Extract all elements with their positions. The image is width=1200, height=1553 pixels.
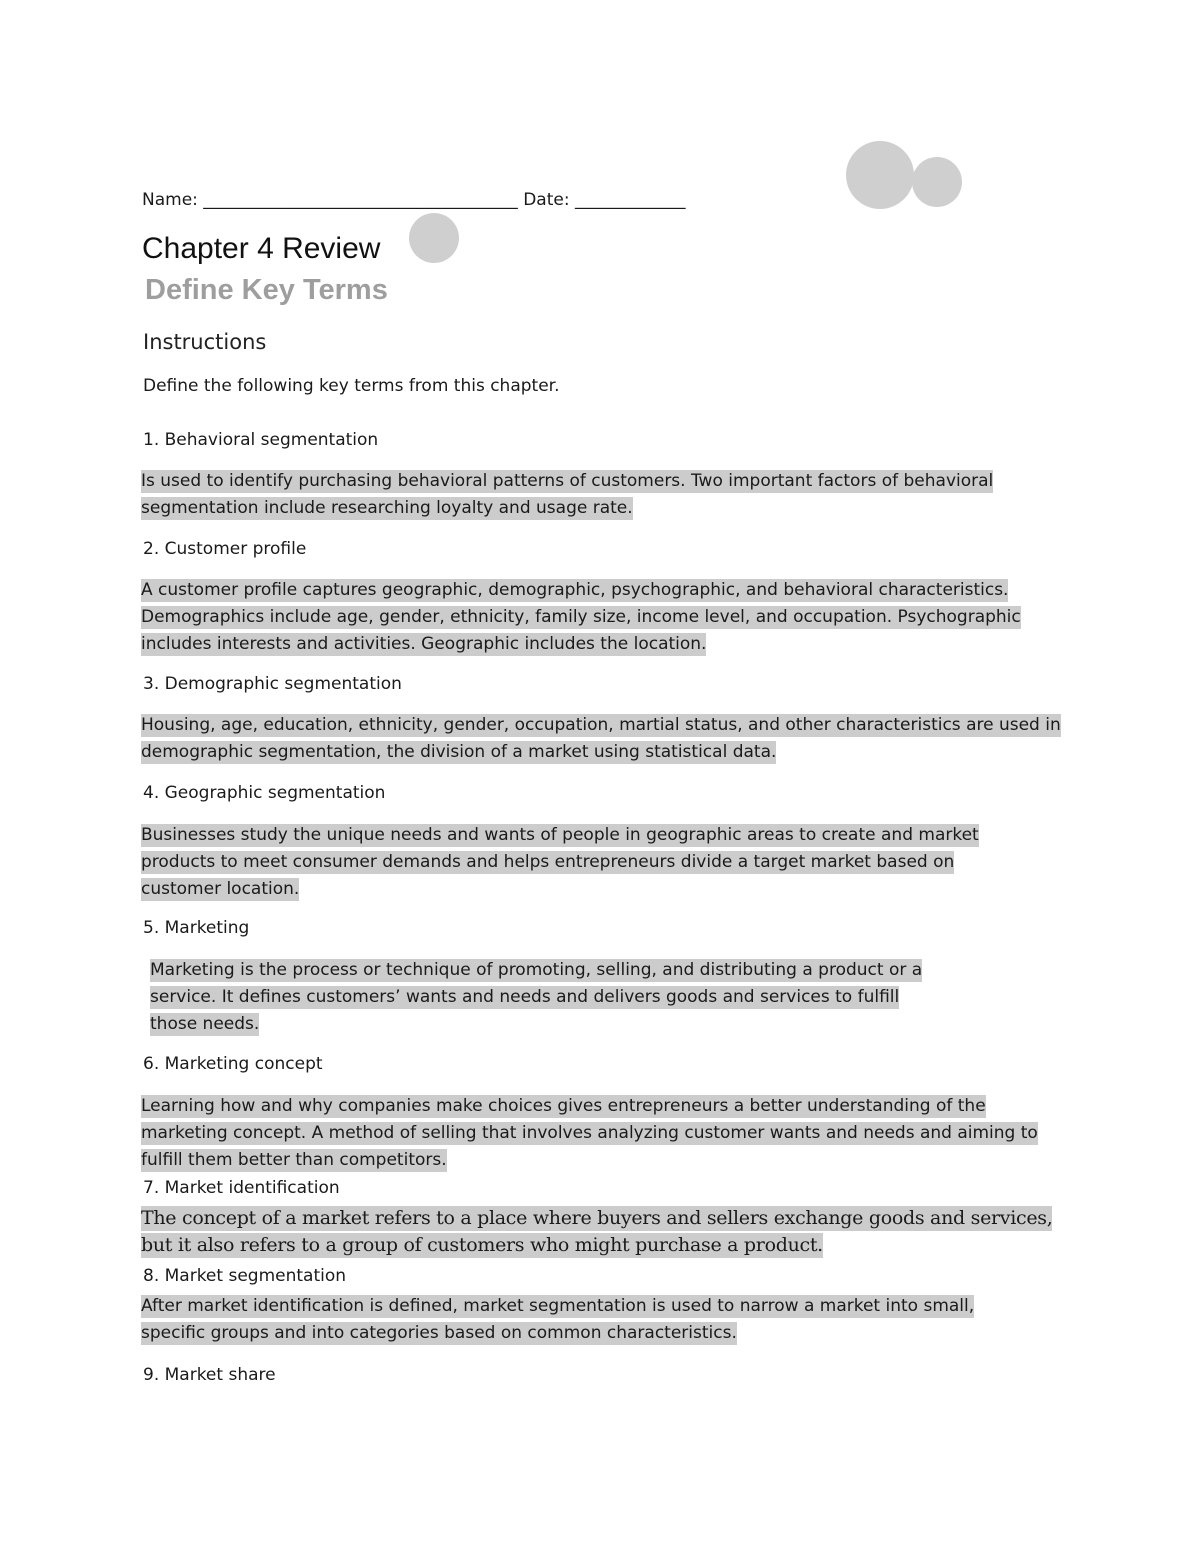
term-label-market-segmentation: 8. Market segmentation: [143, 1266, 347, 1286]
term-label-behavioral-segmentation: 1. Behavioral segmentation: [143, 430, 379, 450]
term-label-market-share: 9. Market share: [143, 1365, 276, 1385]
name-field[interactable]: Name: _____________________________________: [142, 190, 518, 210]
term-label-demographic-segmentation: 3. Demographic segmentation: [143, 674, 402, 694]
term-label-market-identification: 7. Market identification: [143, 1178, 340, 1198]
definition-text: Is used to identify purchasing behavioral patterns of customers. Two important factors of behavioral segmentation include researching loyalty and usage rate.: [141, 471, 994, 518]
decorative-circle-small: [912, 157, 962, 207]
definition-customer-profile: [141, 577, 1046, 658]
definition-marketing-concept: [141, 1093, 1061, 1174]
term-label-customer-profile: 2. Customer profile: [143, 539, 307, 559]
date-field[interactable]: Date: _____________: [523, 190, 686, 210]
definition-text: Businesses study the unique needs and wants of people in geographic areas to create and market products to meet consumer demands and helps entrepreneurs divide a target market based on customer location.: [141, 825, 979, 899]
definition-text: The concept of a market refers to a place where buyers and sellers exchange goods and services, but it also refers to a group of customers who might purchase a product.: [141, 1207, 1053, 1256]
decorative-circle-title: [409, 213, 459, 263]
definition-text: Learning how and why companies make choices gives entrepreneurs a better understanding of the marketing concept. A method of selling that involves analyzing customer wants and needs and aiming to fulfill them better than competitors.: [141, 1096, 1038, 1170]
term-label-marketing-concept: 6. Marketing concept: [143, 1054, 323, 1074]
instructions-heading: Instructions: [143, 330, 267, 354]
page-title: Chapter 4 Review: [142, 232, 381, 265]
decorative-circle-large: [846, 141, 914, 209]
definition-text: Marketing is the process or technique of promoting, selling, and distributing a product or a service. It defines customers’ wants and needs and delivers goods and services to fulfill those needs.: [150, 960, 923, 1034]
definition-market-identification: [141, 1205, 1056, 1259]
definition-text: After market identification is defined, market segmentation is used to narrow a market into small, specific groups and into categories based on common characteristics.: [141, 1296, 975, 1343]
definition-text: A customer profile captures geographic, demographic, psychographic, and behavioral characteristics. Demographics include age, gender, ethnicity, family size, income level, and occupation. Psychographic includes interests and activities. Geographic includes the location.: [141, 580, 1021, 654]
definition-geographic-segmentation: [141, 822, 1001, 903]
term-label-marketing: 5. Marketing: [143, 918, 250, 938]
definition-demographic-segmentation: [141, 712, 1061, 766]
instructions-text: Define the following key terms from this chapter.: [143, 376, 560, 396]
definition-marketing: [150, 957, 950, 1038]
definition-market-segmentation: [141, 1293, 1021, 1347]
definition-text: Housing, age, education, ethnicity, gender, occupation, martial status, and other characteristics are used in demographic segmentation, the division of a market using statistical data.: [141, 715, 1061, 762]
term-label-geographic-segmentation: 4. Geographic segmentation: [143, 783, 386, 803]
name-date-line: [142, 190, 685, 210]
page-subtitle: Define Key Terms: [145, 274, 388, 306]
definition-behavioral-segmentation: [141, 468, 1031, 522]
